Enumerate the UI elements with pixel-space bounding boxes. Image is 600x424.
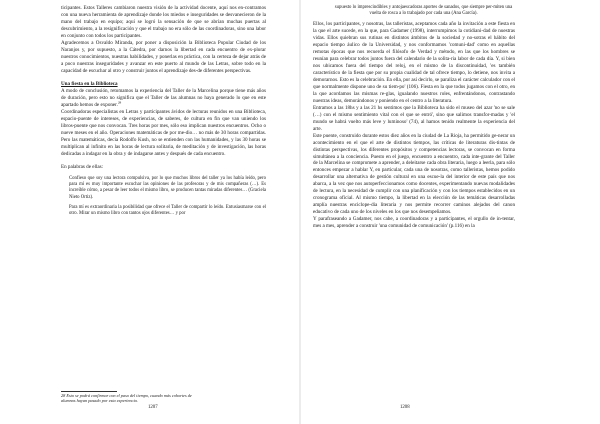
quote-paragraph: Para mí es extraordinaria la posibilidad que ofrece el Taller de compartir lo leído. Entusiasmarse con el otro. Mirar un mismo libro con tantos ojos diferentes… y por [69, 204, 266, 216]
left-page-text [61, 5, 266, 217]
paragraph: Agradecemos a Osvaldo Miranda, por poner a disposición la Biblioteca Popular Ciudad de los Naranjos y, por supuesto, a la Cátedra, por darnos la libertad en cada encuentro de ex-plorar nuestros conocimientos, nuestras habilidades, y ponerlas en práctica, con la certeza de dejar atrás de a poco nuestras inseguridades y avanzar en este puerto al mundo de las Letras, sobre todo en la capacidad de escuchar al otro y construir juntos el aprendizaje des-de diferentes perspectivas. [61, 39, 266, 74]
paragraph: ticipantes. Estos Talleres cambiaron nuestra visión de la actividad docente, aquí nos en-contramos con una nueva herramienta de aprendizaje donde los miedos e inseguridades se desvanecieron de la mano del trabajo en equipo; aquí se logró la sensación de que se abrían muchas puertas al descubrimiento, a la resignificación y que el trabajo no era sólo de las coordinadoras, sino una labor en conjunto con todos los participantes. [61, 5, 266, 39]
footnote-divider [61, 391, 117, 392]
footnote-ref: 28 [117, 100, 122, 105]
paragraph [61, 88, 266, 109]
paragraph: Coordinadoras especialistas en Letras y participantes ávidos de lecturas reunidos en una Biblioteca, espacio-puente de intereses, de experiencias, de saberes, de cultura en fin que van uniendo los libros-puente que nos convocan. Tres horas por mes, sólo eso implican nuestros encuentros. Ocho o nueve meses en el año. Operaciones matemáticas de por me-dio… no más de 30 horas compartidas. Pero las matemáticas, decía Rodolfo Kush, no se entienden con las humanidades, y las 30 horas se multiplican al infinito en las horas de lectura solitaria, de meditación y de investigación, las horas dedicadas a indagar en la obra y de indagarse antes y después de cada encuentro. [61, 108, 266, 157]
paragraph: Ellos, los participantes, y nosotras, las talleristas, aceptamos cada año la invitación a este fiesta en la que el arte sucede, en la que, para Gadamer (1998), interrumpimos la cotidiani-dad de nuestras vidas. Ellos quiebran sus rutinas en distintos ámbitos de la sociedad y no-sotras el hábito del espacio tiempo áulico de la Universidad, y nos conformamos 'comuni-dad' como en aquellas remotas épocas que nos recuerda el filósofo de Verdad y método, en las que los hombres se reunían para celebrar todos juntos fuera del calendario de la solita-ria labor de cada día. Y, si bien nos ubicamos fuera del tiempo del reloj, en el mismo de la discontinuidad, 'es también característico de la fiesta que por su propia cualidad de tal ofrece tiempo, lo detiene, nos invita a demorarnos. Esto es la celebración. En ella, por así decirlo, se paraliza el carácter calculador con el que normalmente dispone uno de su tiem-po' (106). Fiesta en la que todos jugamos con el otro, en la que acordamos las mismas re-glas, igualando nuestros roles, enfrentándonos, contrastando nuestras ideas, demorándonos y poniendo en el centro a la literatura. [313, 21, 515, 104]
quote-intro: En palabras de ellas: [61, 164, 104, 171]
page-number: 1208 [400, 405, 410, 410]
right-page [300, 0, 600, 424]
paragraph: Este puente, construido durante estos diez años en la ciudad de La Rioja, ha permitido ge-nerar un acontecimiento en el que el arte de distintos tiempos, las críticas de literaturas dis-tintas de distintas perspectivas, los diferentes propósitos y competencias lectoras, se convocan en forma simultánea a la conciencia. Puesto en el juego, encuentro a encuentro, cada inte-grante del Taller de la Marcelina se compromete a aprender, a deleitarse cada obra literaria, luego a leerla, para sólo entonces empezar a hablar Y, en particular, cada una de nosotras, como talleristas, hemos podido desarrollar una alternativa de gestión cultural en una escue-la del interior de este país que nos abarca, a la vez que nos autoperfeccionamos como docentes, experimentando nuevas modalidades de lectura, en la necesidad de cumplir con una planificación y con los tiempos establecidos en un cronograma oficial. Al mismo tiempo, la libertad en la elección de las temáticas desarrolladas amplía nuestras enciclope-dia literaria y nos permite recorrer caminos alejados del canon educativo de cada uno de los niveles en los que nos desempeñamos. [313, 132, 515, 216]
paragraph: Y parafraseando a Gadamer, nos cabe, a coordinadoras y a participantes, el orgullo de in-tentar, mes a mes, aprender a construir 'una comunidad de comunicación' (p.116) en la [313, 216, 515, 230]
footnote: 28 Esto se podrá confirmar con el paso del tiempo, cuando más cohortes de alumnos hayan pasado por esta experiencia. [61, 393, 192, 404]
quote-paragraph: Confieso que soy una lectora compulsiva, por lo que muchos libros del taller ya los había leído, pero para mí es muy importante escuchar las opiniones de las profesoras y de mis compañeras (…). Es increíble cómo, a pesar de leer todos el mismo libro, se producen tantas miradas diferentes… (Graciela Nieto Ortiz). [69, 175, 266, 200]
paragraph: Entramos a las 18hs y a las 21 hs sentimos que la Biblioteca ha sido el museo del azar 'no se sale (…) con el mismo sentimiento vital con el que se entró', sino que salimos transfor-madas y 'el mundo se habrá vuelto más leve y luminoso' (74), al hamos tenido realmente la experiencia del arte. [313, 104, 515, 132]
paragraph-text: A modo de conclusión, retomamos la experiencia del Taller de la Marcelina porque tiene más años de duración, pero esto no significa que el Taller de las alumnas no haya generado lo que en este apartado hemos de exponer. [61, 87, 266, 108]
block-quote [69, 176, 266, 217]
page-number: 1207 [148, 405, 158, 410]
quote-continuation: supuesto lo imprescindibles y antojaescadoras aportes de sanados, que siempre per-miten una vuelta de rosca a lo trabajado por cada una (Ana García). [334, 5, 513, 17]
right-page-text [313, 5, 515, 230]
section-title: Una fiesta en la Biblioteca [61, 81, 118, 88]
